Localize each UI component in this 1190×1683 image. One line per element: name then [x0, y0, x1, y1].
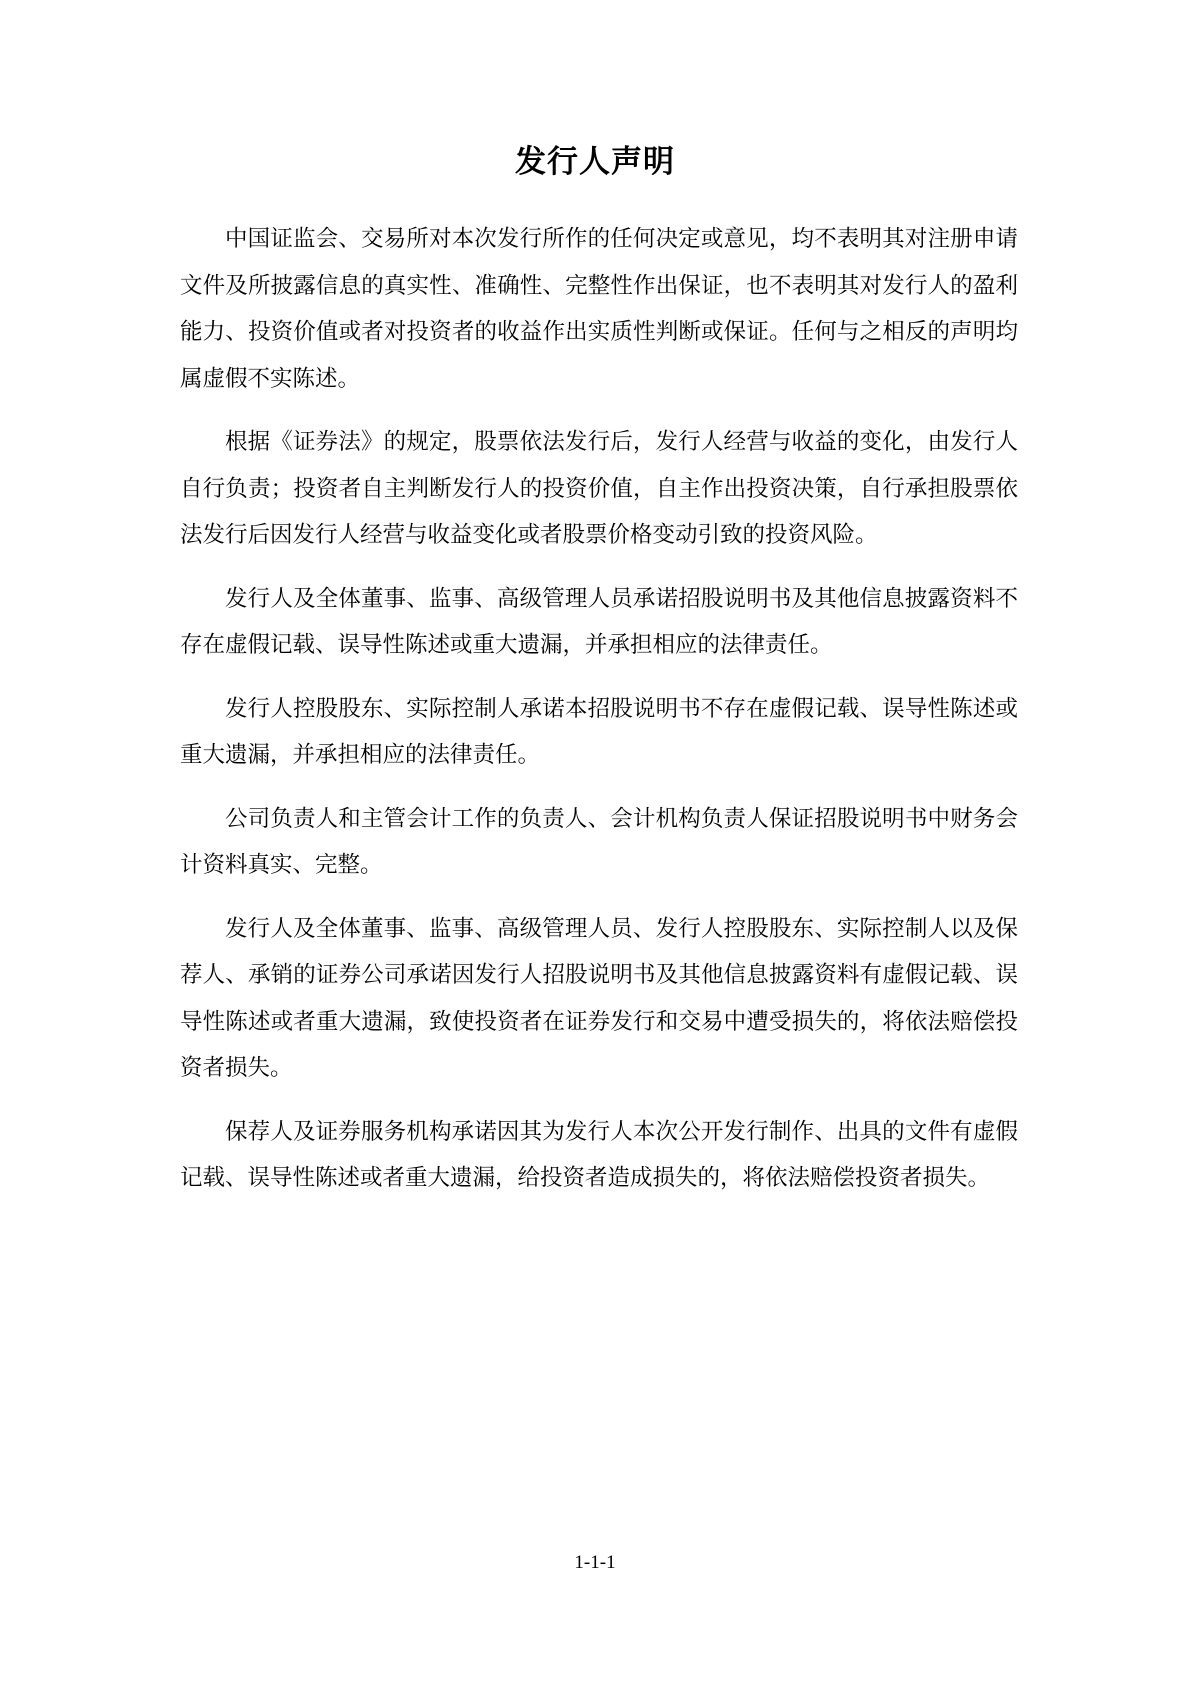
paragraph-2: 根据《证券法》的规定，股票依法发行后，发行人经营与收益的变化，由发行人自行负责；投资者自主判断发行人的投资价值，自主作出投资决策，自行承担股票依法发行后因发行人经营与收益变化或者股票价格变动引致的投资风险。	[180, 429, 1018, 548]
page-number: 1-1-1	[574, 1552, 616, 1573]
paragraph-7: 保荐人及证券服务机构承诺因其为发行人本次公开发行制作、出具的文件有虚假记载、误导性陈述或者重大遗漏，给投资者造成损失的，将依法赔偿投资者损失。	[180, 1118, 1018, 1191]
paragraph-1: 中国证监会、交易所对本次发行所作的任何决定或意见，均不表明其对注册申请文件及所披露信息的真实性、准确性、完整性作出保证，也不表明其对发行人的盈利能力、投资价值或者对投资者的收益作出实质性判断或保证。任何与之相反的声明均属虚假不实陈述。	[180, 226, 1018, 392]
paragraph-5: 公司负责人和主管会计工作的负责人、会计机构负责人保证招股说明书中财务会计资料真实、完整。	[180, 805, 1018, 878]
page-title: 发行人声明	[515, 144, 675, 180]
paragraph-6: 发行人及全体董事、监事、高级管理人员、发行人控股股东、实际控制人以及保荐人、承销的证券公司承诺因发行人招股说明书及其他信息披露资料有虚假记载、误导性陈述或者重大遗漏，致使投资者在证券发行和交易中遭受损失的，将依法赔偿投资者损失。	[180, 915, 1018, 1081]
document-body	[180, 216, 1018, 1219]
paragraph-3: 发行人及全体董事、监事、高级管理人员承诺招股说明书及其他信息披露资料不存在虚假记载、误导性陈述或重大遗漏，并承担相应的法律责任。	[180, 585, 1018, 658]
paragraph-4: 发行人控股股东、实际控制人承诺本招股说明书不存在虚假记载、误导性陈述或重大遗漏，并承担相应的法律责任。	[180, 695, 1018, 768]
